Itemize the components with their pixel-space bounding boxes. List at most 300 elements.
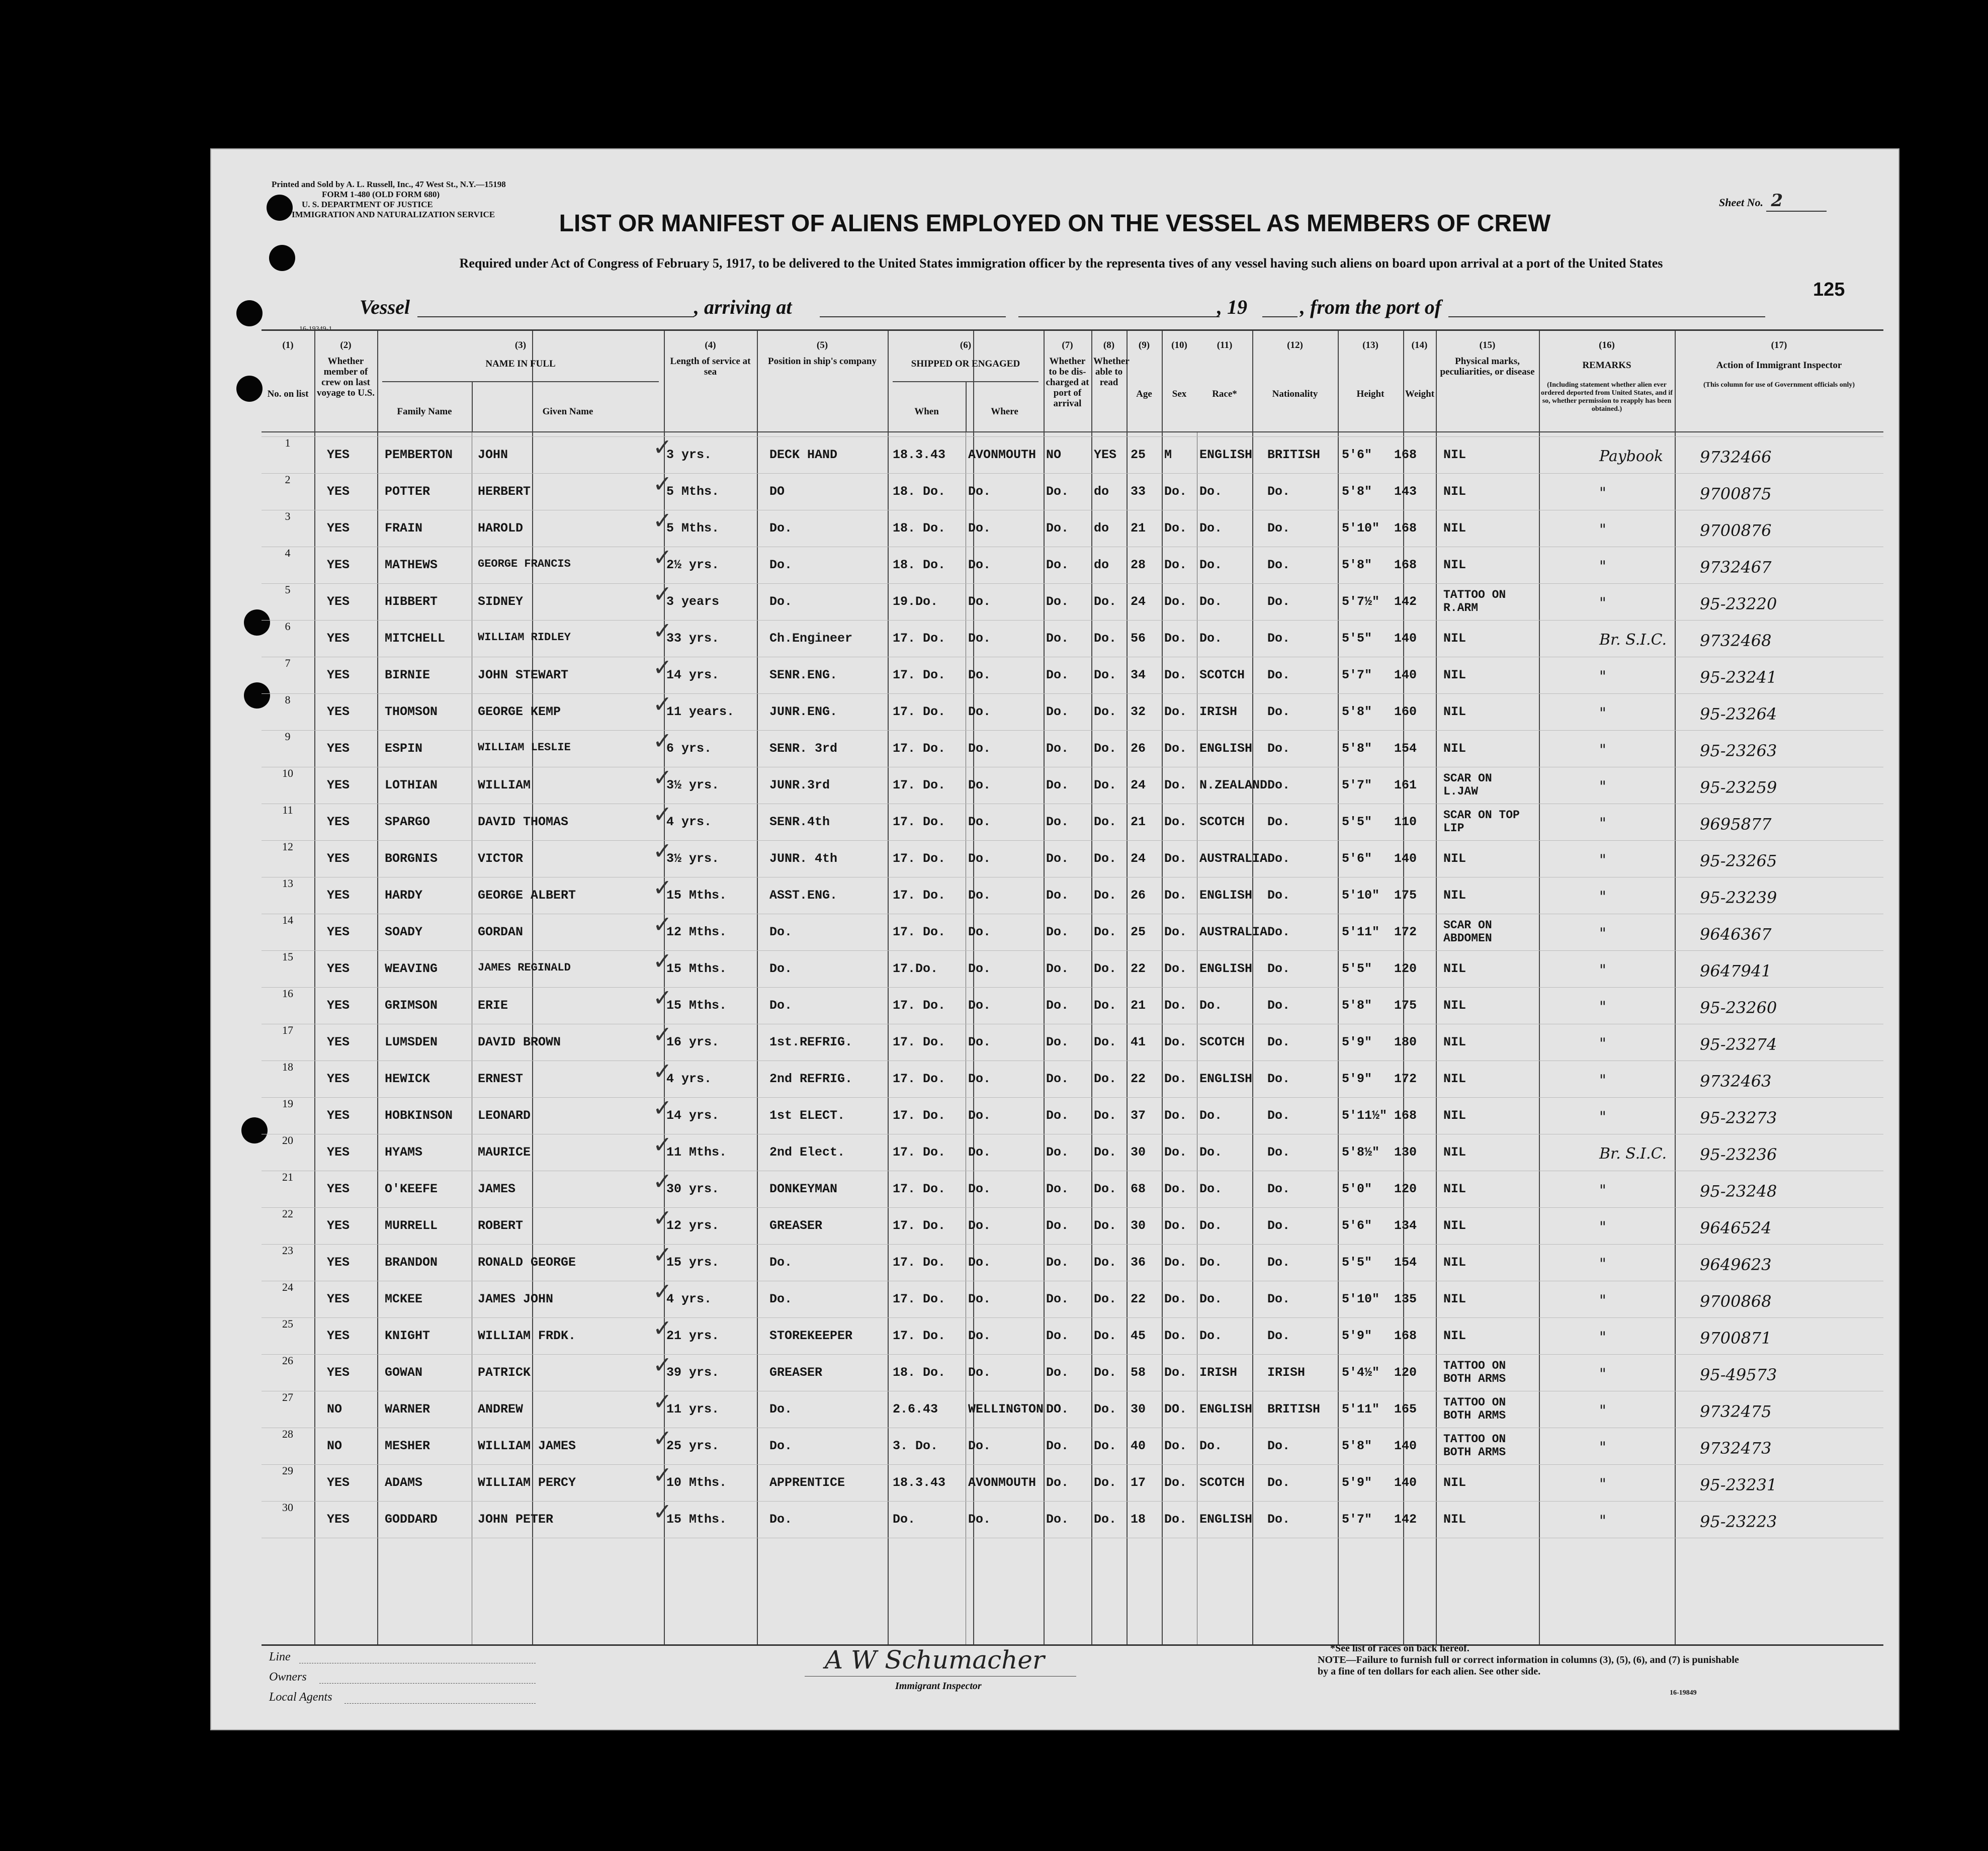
cell-position: DO [769, 484, 785, 499]
cell-where: Do. [968, 815, 991, 829]
cell-family: SPARGO [385, 815, 430, 829]
cell-family: GOWAN [385, 1365, 423, 1380]
cell-given: HAROLD [478, 521, 524, 536]
column-number: (7) [1062, 340, 1073, 350]
checkmark-icon: ✓ [653, 1021, 672, 1048]
column-rule [1675, 331, 1676, 1644]
cell-nationality: Do. [1267, 1255, 1290, 1270]
cell-action: 95-23239 [1700, 888, 1777, 907]
cell-height: 5'7½" [1342, 594, 1380, 609]
cell-height: 5'8" [1342, 558, 1372, 572]
cell-age: 24 [1131, 851, 1146, 866]
column-number: (9) [1138, 340, 1150, 350]
checkmark-icon: ✓ [653, 1351, 672, 1378]
row-rule [262, 1354, 1883, 1355]
cell-service: 3½ yrs. [666, 778, 720, 792]
column-header: Height [1356, 389, 1385, 399]
form-subtitle: Required under Act of Congress of February 5, 1917, to be delivered to the United States immigration officer by the representa tives of any vessel having such aliens on board upon arrival at a port of the United States [459, 256, 1663, 271]
cell-marks: TATTOO ON R.ARM [1443, 588, 1506, 614]
column-number: (1) [282, 340, 294, 350]
year-label: , 19 [1217, 296, 1247, 318]
cell-age: 32 [1131, 704, 1146, 719]
cell-weight: 120 [1394, 1365, 1417, 1380]
cell-weight: 172 [1394, 925, 1417, 939]
cell-sex: Do. [1164, 961, 1187, 976]
cell-height: 5'4½" [1342, 1365, 1380, 1380]
cell-given: SIDNEY [478, 594, 524, 609]
cell-when: 18. Do. [893, 558, 946, 572]
column-rule [1539, 331, 1540, 1644]
cell-nationality: Do. [1267, 484, 1290, 499]
cell-nationality: IRISH [1267, 1365, 1306, 1380]
cell-read: Do. [1094, 925, 1117, 939]
cell-family: WEAVING [385, 961, 438, 976]
cell-read: Do. [1094, 851, 1117, 866]
checkmark-icon: ✓ [653, 544, 672, 571]
cell-service: 11 yrs. [666, 1402, 720, 1417]
cell-discharged: Do. [1046, 1108, 1069, 1123]
cell-discharged: Do. [1046, 1035, 1069, 1049]
cell-nationality: Do. [1267, 1108, 1290, 1123]
cell-nationality: Do. [1267, 815, 1290, 829]
cell-action: 95-23263 [1700, 741, 1777, 760]
row-number: 22 [282, 1207, 293, 1220]
checkmark-icon: ✓ [653, 801, 672, 828]
cell-discharged: Do. [1046, 1072, 1069, 1086]
cell-nationality: Do. [1267, 1292, 1290, 1306]
row-rule [262, 840, 1883, 841]
column-subheader: Where [991, 406, 1018, 417]
cell-sex: Do. [1164, 778, 1187, 792]
cell-when: 17. Do. [893, 1218, 946, 1233]
cell-weight: 175 [1394, 998, 1417, 1013]
cell-where: Do. [968, 998, 991, 1013]
cell-age: 25 [1131, 925, 1146, 939]
page-number: 125 [1813, 279, 1845, 300]
cell-sex: DO. [1164, 1402, 1187, 1417]
column-number: (14) [1411, 340, 1428, 350]
cell-marks: SCAR ON TOP LIP [1443, 809, 1520, 835]
cell-discharged: Do. [1046, 668, 1069, 682]
cell-family: MESHER [385, 1439, 430, 1453]
cell-prev: YES [327, 815, 350, 829]
cell-given: DAVID THOMAS [478, 815, 569, 829]
checkmark-icon: ✓ [653, 1204, 672, 1231]
cell-service: 10 Mths. [666, 1475, 727, 1490]
cell-when: 17. Do. [893, 1108, 946, 1123]
cell-height: 5'9" [1342, 1329, 1372, 1343]
cell-weight: 180 [1394, 1035, 1417, 1049]
cell-weight: 154 [1394, 741, 1417, 756]
row-rule [262, 693, 1883, 694]
cell-discharged: Do. [1046, 594, 1069, 609]
checkmark-icon: ✓ [653, 580, 672, 607]
cell-read: Do. [1094, 888, 1117, 903]
cell-remarks: " [1599, 961, 1606, 979]
cell-nationality: Do. [1267, 1145, 1290, 1160]
cell-where: WELLINGTON [968, 1402, 1044, 1417]
cell-age: 26 [1131, 888, 1146, 903]
cell-service: 4 yrs. [666, 1072, 712, 1086]
checkmark-icon: ✓ [653, 984, 672, 1011]
cell-discharged: Do. [1046, 888, 1069, 903]
cell-weight: 165 [1394, 1402, 1417, 1417]
cell-service: 39 yrs. [666, 1365, 720, 1380]
row-rule [262, 583, 1883, 584]
cell-remarks: " [1599, 1182, 1606, 1199]
cell-given: ERIE [478, 998, 508, 1013]
cell-nationality: Do. [1267, 961, 1290, 976]
cell-service: 14 yrs. [666, 1108, 720, 1123]
cell-remarks: " [1599, 888, 1606, 906]
row-number: 17 [282, 1024, 293, 1036]
cell-age: 21 [1131, 998, 1146, 1013]
cell-marks: NIL [1443, 448, 1466, 462]
cell-race: Do. [1199, 1292, 1223, 1306]
cell-weight: 168 [1394, 1108, 1417, 1123]
cell-discharged: Do. [1046, 778, 1069, 792]
cell-marks: NIL [1443, 1108, 1466, 1123]
cell-when: 17.Do. [893, 961, 938, 976]
cell-given: JAMES JOHN [478, 1292, 554, 1306]
cell-height: 5'8" [1342, 741, 1372, 756]
cell-where: Do. [968, 1072, 991, 1086]
column-rule [1436, 331, 1437, 1644]
cell-sex: Do. [1164, 851, 1187, 866]
cell-remarks: " [1599, 1108, 1606, 1126]
cell-height: 5'8" [1342, 1439, 1372, 1453]
cell-when: 17. Do. [893, 925, 946, 939]
column-rule [1127, 331, 1128, 1644]
cell-remarks: " [1599, 851, 1606, 869]
checkmark-icon: ✓ [653, 727, 672, 754]
row-number: 6 [285, 620, 291, 633]
cell-age: 40 [1131, 1439, 1146, 1453]
cell-position: SENR. 3rd [769, 741, 838, 756]
cell-when: 17. Do. [893, 998, 946, 1013]
cell-age: 18 [1131, 1512, 1146, 1527]
cell-family: POTTER [385, 484, 430, 499]
row-rule [262, 987, 1883, 988]
row-number: 5 [285, 583, 291, 596]
cell-where: AVONMOUTH [968, 448, 1036, 462]
row-number: 28 [282, 1428, 293, 1440]
checkmark-icon: ✓ [653, 470, 672, 497]
cell-service: 15 Mths. [666, 1512, 727, 1527]
cell-height: 5'10" [1342, 888, 1380, 903]
cell-height: 5'10" [1342, 1292, 1380, 1306]
cell-position: Do. [769, 521, 793, 536]
cell-position: GREASER [769, 1218, 823, 1233]
vessel-label: Vessel [360, 296, 410, 318]
cell-family: WARNER [385, 1402, 430, 1417]
row-number: 16 [282, 987, 293, 1000]
sheet-number-label: Sheet No. 2 [1719, 191, 1827, 212]
local-agents-label: Local Agents [269, 1691, 332, 1704]
cell-action: 95-23223 [1700, 1512, 1777, 1531]
cell-remarks: " [1599, 1402, 1606, 1420]
year-field [1262, 316, 1298, 317]
cell-read: Do. [1094, 668, 1117, 682]
cell-discharged: Do. [1046, 925, 1069, 939]
cell-prev: YES [327, 1329, 350, 1343]
cell-position: GREASER [769, 1365, 823, 1380]
cell-sex: Do. [1164, 888, 1187, 903]
cell-remarks: " [1599, 741, 1606, 759]
cell-height: 5'0" [1342, 1182, 1372, 1196]
row-number: 1 [285, 436, 291, 449]
cell-prev: YES [327, 448, 350, 462]
checkmark-icon: ✓ [653, 1278, 672, 1305]
cell-sex: Do. [1164, 521, 1187, 536]
cell-service: 15 Mths. [666, 998, 727, 1013]
cell-marks: NIL [1443, 484, 1466, 499]
cell-when: 17. Do. [893, 1329, 946, 1343]
cell-discharged: Do. [1046, 1475, 1069, 1490]
cell-prev: YES [327, 668, 350, 682]
cell-action: 95-23259 [1700, 778, 1777, 797]
cell-where: Do. [968, 1182, 991, 1196]
cell-weight: 161 [1394, 778, 1417, 792]
cell-family: HOBKINSON [385, 1108, 453, 1123]
cell-where: Do. [968, 1292, 991, 1306]
cell-age: 33 [1131, 484, 1146, 499]
cell-action: 9700871 [1700, 1329, 1772, 1348]
row-number: 24 [282, 1281, 293, 1293]
cell-weight: 168 [1394, 448, 1417, 462]
cell-race: SCOTCH [1199, 1475, 1245, 1490]
cell-given: ROBERT [478, 1218, 524, 1233]
cell-read: Do. [1094, 1255, 1117, 1270]
cell-nationality: Do. [1267, 1512, 1290, 1527]
column-number: (10) [1171, 340, 1187, 350]
checkmark-icon: ✓ [653, 433, 672, 461]
cell-age: 17 [1131, 1475, 1146, 1490]
cell-nationality: Do. [1267, 998, 1290, 1013]
cell-weight: 143 [1394, 484, 1417, 499]
cell-marks: TATTOO ON BOTH ARMS [1443, 1396, 1506, 1422]
cell-height: 5'11" [1342, 925, 1380, 939]
cell-height: 5'7" [1342, 778, 1372, 792]
cell-sex: Do. [1164, 668, 1187, 682]
cell-marks: NIL [1443, 741, 1466, 756]
cell-age: 41 [1131, 1035, 1146, 1049]
cell-height: 5'6" [1342, 851, 1372, 866]
column-header-detail: (Including statement whether alien ever ordered deported from United States, and if so, whether permission to reapply has been obtained.) [1541, 381, 1673, 413]
cell-family: MCKEE [385, 1292, 423, 1306]
cell-nationality: Do. [1267, 1182, 1290, 1196]
cell-nationality: Do. [1267, 1439, 1290, 1453]
cell-where: Do. [968, 594, 991, 609]
cell-marks: SCAR ON L.JAW [1443, 772, 1492, 798]
cell-prev: YES [327, 1108, 350, 1123]
cell-when: 17. Do. [893, 668, 946, 682]
cell-service: 15 Mths. [666, 961, 727, 976]
cell-nationality: Do. [1267, 1072, 1290, 1086]
cell-age: 28 [1131, 558, 1146, 572]
cell-race: ENGLISH [1199, 1072, 1253, 1086]
cell-given: WILLIAM LESLIE [478, 741, 571, 754]
cell-height: 5'5" [1342, 961, 1372, 976]
row-rule [262, 620, 1883, 621]
row-rule [262, 1501, 1883, 1502]
cell-position: SENR.ENG. [769, 668, 838, 682]
column-header: Nationality [1272, 389, 1318, 399]
cell-given: GORDAN [478, 925, 524, 939]
cell-position: DONKEYMAN [769, 1182, 838, 1196]
cell-position: 1st ELECT. [769, 1108, 845, 1123]
cell-given: WILLIAM FRDK. [478, 1329, 576, 1343]
cell-remarks: Br. S.I.C. [1599, 631, 1667, 649]
cell-family: MURRELL [385, 1218, 438, 1233]
cell-marks: NIL [1443, 1512, 1466, 1527]
cell-action: 9646367 [1700, 925, 1772, 944]
punch-hole [236, 376, 263, 402]
cell-action: 95-23248 [1700, 1182, 1777, 1201]
column-subheader: Family Name [397, 406, 452, 417]
cell-read: Do. [1094, 1182, 1117, 1196]
cell-height: 5'7" [1342, 1512, 1372, 1527]
cell-action: 95-23236 [1700, 1145, 1777, 1164]
cell-age: 37 [1131, 1108, 1146, 1123]
cell-family: BIRNIE [385, 668, 430, 682]
cell-when: 17. Do. [893, 1292, 946, 1306]
cell-marks: NIL [1443, 998, 1466, 1013]
cell-height: 5'11½" [1342, 1108, 1388, 1123]
cell-read: Do. [1094, 741, 1117, 756]
column-number: (17) [1771, 340, 1787, 350]
cell-given: GEORGE FRANCIS [478, 558, 571, 570]
checkmark-icon: ✓ [653, 1241, 672, 1268]
cell-height: 5'7" [1342, 668, 1372, 682]
cell-weight: 168 [1394, 558, 1417, 572]
row-rule [262, 1097, 1883, 1098]
checkmark-icon: ✓ [653, 1057, 672, 1085]
cell-family: SOADY [385, 925, 423, 939]
cell-when: 2.6.43 [893, 1402, 938, 1417]
cell-given: MAURICE [478, 1145, 531, 1160]
cell-action: 9732466 [1700, 448, 1772, 467]
printer-imprint: Printed and Sold by A. L. Russell, Inc., 47 West St., N.Y.—15198 FORM 1-480 (OLD FORM 680) U. S. DEPARTMENT OF JUSTICE IMMIGRATION AND NATURALIZATION SERVICE [272, 180, 506, 219]
checkmark-icon: ✓ [653, 654, 672, 681]
cell-prev: YES [327, 1072, 350, 1086]
cell-remarks: " [1599, 1512, 1606, 1530]
cell-read: Do. [1094, 778, 1117, 792]
cell-action: 95-23220 [1700, 594, 1777, 613]
cell-race: N.ZEALAND [1199, 778, 1268, 792]
cell-prev: YES [327, 1365, 350, 1380]
column-rule [888, 331, 889, 1644]
cell-age: 22 [1131, 961, 1146, 976]
cell-family: HARDY [385, 888, 423, 903]
cell-position: JUNR.ENG. [769, 704, 838, 719]
checkmark-icon: ✓ [653, 507, 672, 534]
cell-discharged: Do. [1046, 1439, 1069, 1453]
cell-family: THOMSON [385, 704, 438, 719]
column-header: Weight [1405, 389, 1435, 399]
cell-where: Do. [968, 704, 991, 719]
cell-action: 9700875 [1700, 484, 1772, 503]
cell-family: MATHEWS [385, 558, 438, 572]
cell-action: 9695877 [1700, 815, 1772, 834]
cell-action: 95-23264 [1700, 704, 1777, 724]
cell-read: Do. [1094, 1402, 1117, 1417]
cell-service: 14 yrs. [666, 668, 720, 682]
cell-height: 5'8½" [1342, 1145, 1380, 1160]
column-rule [1044, 331, 1045, 1644]
cell-family: LOTHIAN [385, 778, 438, 792]
cell-where: Do. [968, 778, 991, 792]
cell-remarks: " [1599, 1035, 1606, 1052]
cell-race: Do. [1199, 558, 1223, 572]
column-rule [1091, 331, 1092, 1644]
cell-where: Do. [968, 961, 991, 976]
cell-where: Do. [968, 558, 991, 572]
column-header: Whether member of crew on last voyage to U.S. [316, 356, 375, 398]
cell-prev: YES [327, 1145, 350, 1160]
cell-race: Do. [1199, 594, 1223, 609]
cell-prev: YES [327, 704, 350, 719]
checkmark-icon: ✓ [653, 1094, 672, 1121]
cell-race: IRISH [1199, 704, 1238, 719]
cell-read: Do. [1094, 1475, 1117, 1490]
cell-nationality: Do. [1267, 1218, 1290, 1233]
cell-position: Do. [769, 998, 793, 1013]
cell-discharged: Do. [1046, 1329, 1069, 1343]
cell-race: SCOTCH [1199, 815, 1245, 829]
races-note: *See list of races on back hereof. [1330, 1643, 1470, 1654]
cell-given: HERBERT [478, 484, 531, 499]
cell-read: Do. [1094, 961, 1117, 976]
cell-action: 95-23265 [1700, 851, 1777, 870]
column-header: Race* [1212, 389, 1237, 399]
cell-prev: NO [327, 1402, 342, 1417]
row-number: 26 [282, 1354, 293, 1367]
row-number: 25 [282, 1317, 293, 1330]
cell-discharged: Do. [1046, 631, 1069, 646]
cell-action: 9732473 [1700, 1439, 1772, 1458]
cell-sex: Do. [1164, 484, 1187, 499]
cell-read: Do. [1094, 998, 1117, 1013]
cell-where: Do. [968, 668, 991, 682]
row-number: 9 [285, 730, 291, 743]
cell-family: O'KEEFE [385, 1182, 438, 1196]
cell-marks: NIL [1443, 521, 1466, 536]
checkmark-icon: ✓ [653, 911, 672, 938]
cell-height: 5'6" [1342, 1218, 1372, 1233]
column-header: Age [1136, 389, 1152, 399]
cell-prev: YES [327, 741, 350, 756]
cell-marks: NIL [1443, 1145, 1466, 1160]
cell-when: 17. Do. [893, 1072, 946, 1086]
checkmark-icon: ✓ [653, 764, 672, 791]
column-number: (13) [1362, 340, 1378, 350]
cell-weight: 120 [1394, 961, 1417, 976]
cell-read: Do. [1094, 1439, 1117, 1453]
cell-prev: YES [327, 778, 350, 792]
cell-race: ENGLISH [1199, 1512, 1253, 1527]
cell-marks: NIL [1443, 558, 1466, 572]
cell-remarks: " [1599, 815, 1606, 832]
cell-position: Do. [769, 558, 793, 572]
row-number: 19 [282, 1097, 293, 1110]
cell-given: PATRICK [478, 1365, 531, 1380]
cell-discharged: Do. [1046, 521, 1069, 536]
cell-sex: Do. [1164, 631, 1187, 646]
cell-height: 5'9" [1342, 1035, 1372, 1049]
cell-remarks: " [1599, 521, 1606, 539]
cell-race: Do. [1199, 484, 1223, 499]
